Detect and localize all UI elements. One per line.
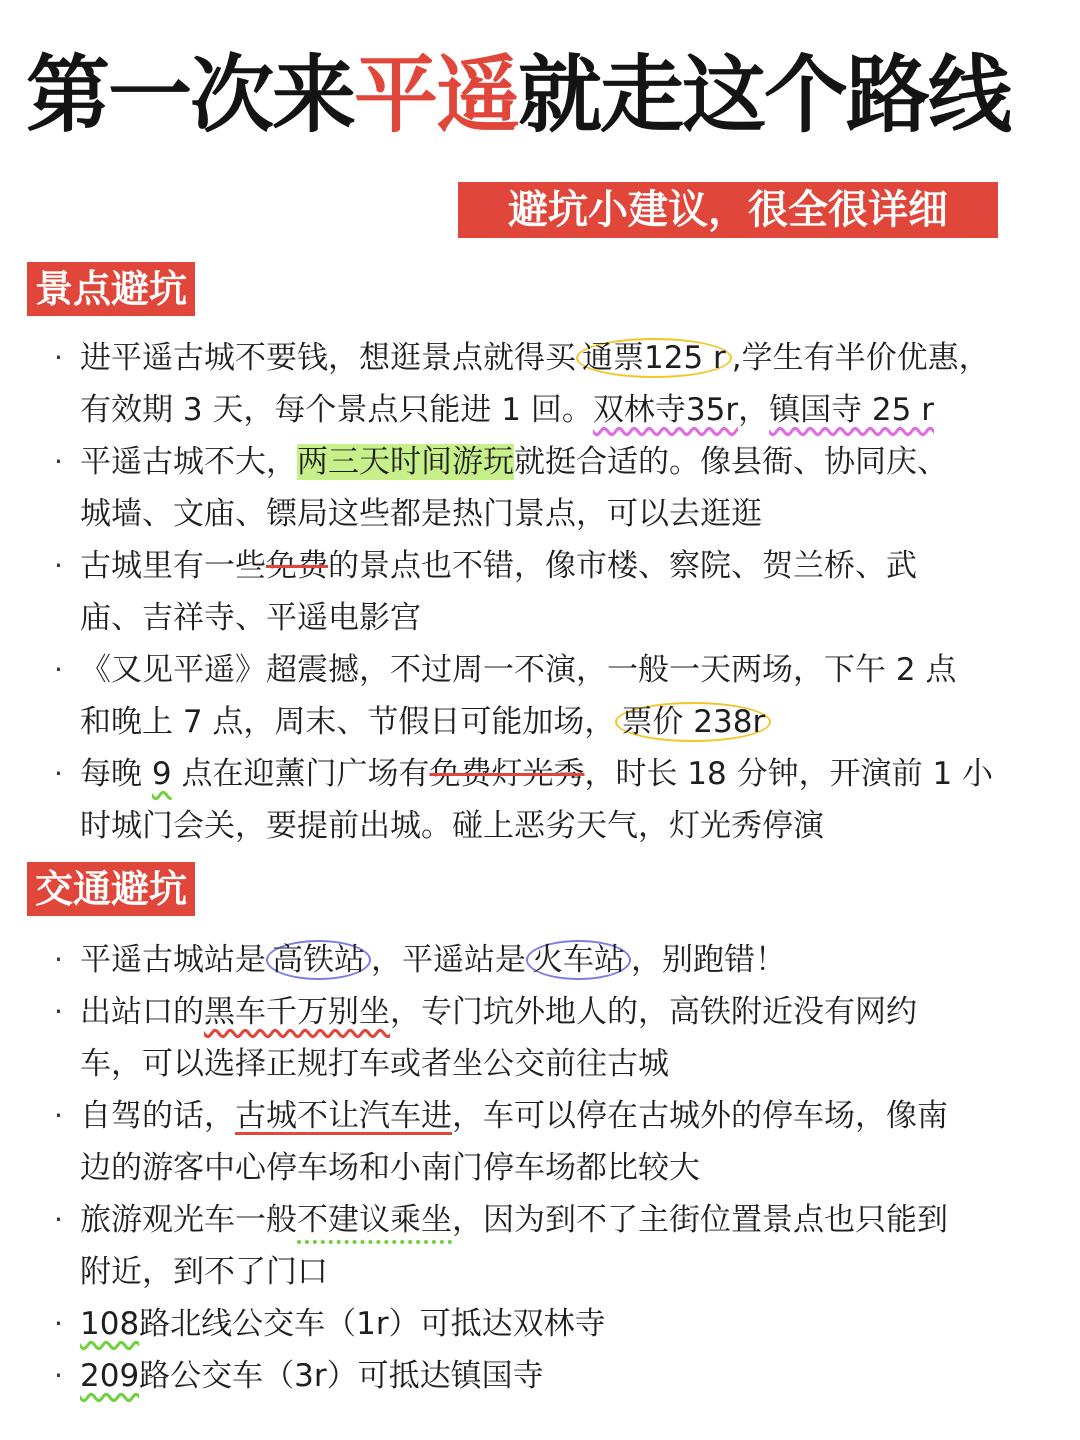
text: 进平遥古城不要钱，想逛景点就得买	[80, 340, 576, 376]
text: 平遥古城站是	[80, 942, 266, 978]
highlight-duration: 两三天时间游玩	[297, 444, 514, 480]
text: 每晚	[80, 756, 152, 792]
page-title	[26, 40, 1066, 150]
bullet-icon: ·	[54, 341, 63, 374]
bullet-icon: ·	[54, 653, 63, 686]
section-tag-transport: 交通避坑	[27, 862, 195, 916]
list-item	[48, 1350, 1078, 1402]
subtitle-banner: 避坑小建议，很全很详细	[458, 182, 998, 238]
bullet-icon: ·	[54, 549, 63, 582]
train-station: 火车站	[526, 940, 631, 980]
text: 自驾的话，	[80, 1098, 235, 1134]
section-tag-attractions: 景点避坑	[27, 262, 195, 316]
list-item	[48, 934, 1078, 986]
text: 时城门会关，要提前出城。碰上恶劣天气，灯光秀停演	[80, 808, 824, 844]
not-recommended-mark: 不建议乘坐	[297, 1202, 452, 1238]
bullet-icon: ·	[54, 1359, 63, 1392]
no-car-mark: 古城不让汽车进	[235, 1098, 452, 1134]
list-item	[48, 540, 1078, 644]
bullet-icon: ·	[54, 943, 63, 976]
bullet-icon: ·	[54, 1099, 63, 1132]
text: ，时长 18 分钟，开演前 1 小	[584, 756, 994, 792]
time-mark: 9	[151, 756, 172, 792]
bullet-icon: ·	[54, 1203, 63, 1236]
text: ，平遥站是	[371, 942, 526, 978]
text: ，	[738, 392, 770, 428]
text: 有效期 3 天，每个景点只能进 1 回。	[80, 392, 593, 428]
text: 《又见平遥》超震撼，不过周一不演，一般一天两场，下午 2 点	[80, 652, 957, 688]
text: 路北线公交车（1r）可抵达双林寺	[139, 1306, 606, 1342]
free-mark: 免费	[266, 548, 328, 584]
text: ，因为到不了主街位置景点也只能到	[452, 1202, 948, 1238]
title-part1: 第一次来	[26, 45, 355, 144]
zhenguo-price: 镇国寺 25 r	[769, 392, 934, 428]
text: 的景点也不错，像市楼、察院、贺兰桥、武	[328, 548, 917, 584]
text: 古城里有一些	[80, 548, 266, 584]
text: 城墙、文庙、镖局这些都是热门景点，可以去逛逛	[80, 496, 762, 532]
text: 平遥古城不大，	[80, 444, 297, 480]
shuanglin-price: 双林寺35r	[592, 392, 739, 428]
bus-number-108: 108	[80, 1306, 140, 1342]
bus-number-209: 209	[80, 1358, 140, 1394]
text: ，专门坑外地人的，高铁附近没有网约	[390, 994, 917, 1030]
list-item	[48, 986, 1078, 1090]
text: ,学生有半价优惠，	[731, 340, 990, 376]
bullet-icon: ·	[54, 995, 63, 1028]
bullet-icon: ·	[54, 445, 63, 478]
text: 庙、吉祥寺、平遥电影宫	[80, 600, 421, 636]
transport-list	[48, 934, 1078, 1402]
text: 就挺合适的。像县衙、协同庆、	[514, 444, 948, 480]
title-part2: 就走这个路线	[518, 45, 1011, 144]
attractions-list	[48, 332, 1078, 852]
list-item	[48, 332, 1078, 436]
list-item	[48, 1298, 1078, 1350]
ticket-price: 通票125 r	[576, 338, 732, 378]
text: 边的游客中心停车场和小南门停车场都比较大	[80, 1150, 700, 1186]
text: 附近，到不了门口	[80, 1254, 328, 1290]
text: 和晚上 7 点，周末、节假日可能加场，	[80, 704, 616, 740]
list-item	[48, 748, 1078, 852]
title-highlight: 平遥	[354, 45, 519, 144]
list-item	[48, 1194, 1078, 1298]
text: 旅游观光车一般	[80, 1202, 297, 1238]
light-show-mark: 免费灯光秀	[429, 756, 585, 792]
text: 路公交车（3r）可抵达镇国寺	[139, 1358, 544, 1394]
list-item	[48, 436, 1078, 540]
show-price: 票价 238r	[615, 702, 771, 742]
text: ，别跑错！	[631, 942, 786, 978]
black-car-warning: 黑车千万别坐	[204, 994, 390, 1030]
bullet-icon: ·	[54, 757, 63, 790]
hsr-station: 高铁站	[266, 940, 371, 980]
bullet-icon: ·	[54, 1307, 63, 1340]
list-item	[48, 1090, 1078, 1194]
text: ，车可以停在古城外的停车场，像南	[452, 1098, 948, 1134]
text: 点在迎薰门广场有	[171, 756, 430, 792]
text: 出站口的	[80, 994, 204, 1030]
list-item	[48, 644, 1078, 748]
text: 车，可以选择正规打车或者坐公交前往古城	[80, 1046, 669, 1082]
